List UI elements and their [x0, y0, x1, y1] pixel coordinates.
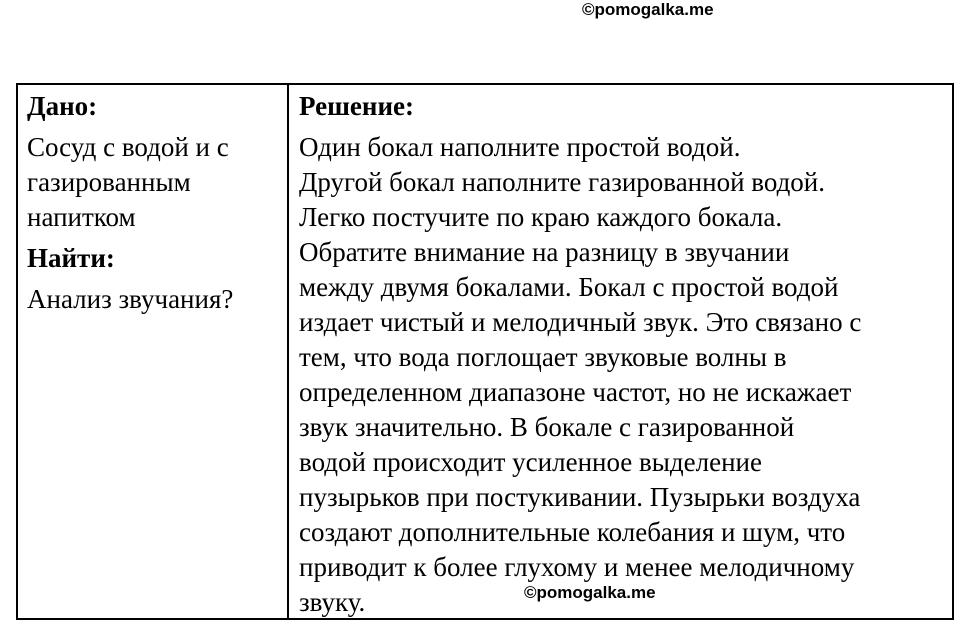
solution-line: между двумя бокалами. Бокал с простой водой: [299, 272, 839, 302]
given-heading: Дано:: [27, 91, 98, 121]
find-line: Анализ звучания?: [27, 284, 234, 314]
solution-line: звуку.: [299, 587, 366, 617]
solution-line: Другой бокал наполните газированной водой.: [299, 167, 825, 197]
watermark-bottom: ©pomogalka.me: [524, 583, 656, 602]
solution-heading: Решение:: [299, 91, 414, 121]
solution-line: тем, что вода поглощает звуковые волны в: [299, 342, 787, 372]
solution-line: приводит к более глухому и менее мелодичному: [299, 552, 855, 582]
solution-line: создают дополнительные колебания и шум, что: [299, 517, 846, 547]
solution-column: [289, 85, 952, 618]
solution-line: издает чистый и мелодичный звук. Это связано с: [299, 307, 862, 337]
solution-line: Один бокал наполните простой водой.: [299, 132, 741, 162]
given-text: [27, 130, 287, 235]
given-line: напитком: [27, 202, 136, 232]
find-text: [27, 282, 287, 317]
given-find-column: [18, 85, 289, 618]
watermark-top: ©pomogalka.me: [582, 0, 714, 19]
task-table: [16, 83, 954, 620]
solution-line: Легко постучите по краю каждого бокала.: [299, 202, 783, 232]
given-line: Сосуд с водой и с: [27, 132, 229, 162]
solution-line: звук значительно. В бокале с газированной: [299, 412, 795, 442]
solution-line: определенном диапазоне частот, но не искажает: [299, 377, 852, 407]
given-line: газированным: [27, 167, 191, 197]
find-heading: Найти:: [27, 243, 115, 273]
solution-line: водой происходит усиленное выделение: [299, 447, 762, 477]
solution-line: Обратите внимание на разницу в звучании: [299, 237, 790, 267]
solution-line: пузырьков при постукивании. Пузырьки воздуха: [299, 482, 861, 512]
solution-text: [299, 130, 952, 620]
